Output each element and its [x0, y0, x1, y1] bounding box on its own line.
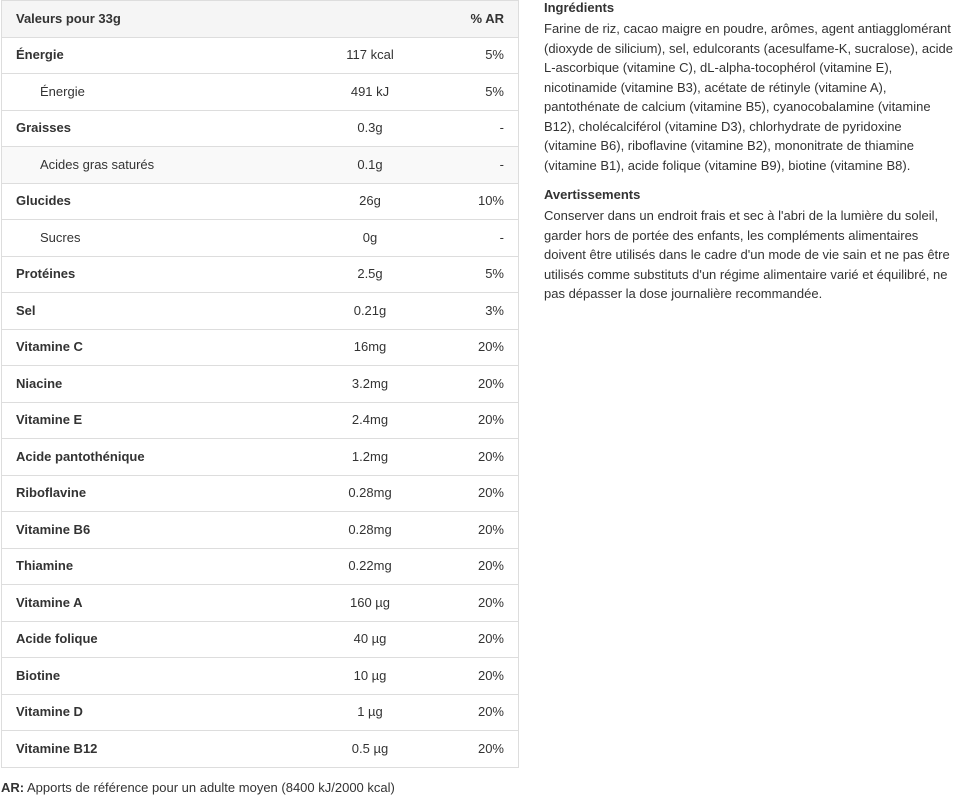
- table-row: [2, 512, 519, 549]
- nutrient-percent-ar: 20%: [454, 475, 519, 512]
- nutrient-percent-ar: 5%: [454, 256, 519, 293]
- nutrient-value: 0.1g: [286, 147, 454, 184]
- table-row: [2, 658, 519, 695]
- footnote-label: AR:: [1, 780, 25, 795]
- warnings-title: Avertissements: [544, 187, 641, 202]
- ingredients-title: Ingrédients: [544, 0, 615, 15]
- table-row: [2, 74, 519, 111]
- nutrient-name: Graisses: [2, 110, 287, 147]
- nutrient-value: 491 kJ: [286, 74, 454, 111]
- nutrient-value: 10 µg: [286, 658, 454, 695]
- nutrient-value: 3.2mg: [286, 366, 454, 403]
- table-row: [2, 402, 519, 439]
- product-info: [544, 0, 954, 304]
- nutrient-percent-ar: -: [454, 147, 519, 184]
- nutrient-name: Vitamine D: [2, 694, 287, 731]
- reference-intake-footnote: [1, 780, 395, 796]
- warnings-text: Conserver dans un endroit frais et sec à l'abri de la lumière du soleil, garder hors de portée des enfants, les compléments alimentaires doivent être utilisés dans le cadre d'un mode de vie sain et ne pas être utilisés comme substituts d'un régime alimentaire varié et équilibré, ne pas dépasser la dose journalière recommandée.: [544, 208, 950, 301]
- header-value: [286, 1, 454, 38]
- ingredients-text: Farine de riz, cacao maigre en poudre, arômes, agent antiagglomérant (dioxyde de silicium), sel, edulcorants (acesulfame-K, sucralose), acide L-ascorbique (vitamine C), dL-alpha-tocophérol (vitamine E), nicotinamide (vitamine B3), acétate de rétinyle (vitamine A), pantothénate de calcium (vitamine B5), cyanocobalamine (vitamine B12), cholécalciférol (vitamine D3), chlorhydrate de pyridoxine (vitamine B6), riboflavine (vitamine B2), mononitrate de thiamine (vitamine B1), acide folique (vitamine B9), biotine (vitamine B8).: [544, 21, 953, 173]
- nutrient-value: 0.28mg: [286, 475, 454, 512]
- table-row: [2, 110, 519, 147]
- table-row: [2, 220, 519, 257]
- nutrition-table: [1, 0, 519, 768]
- nutrient-percent-ar: 20%: [454, 439, 519, 476]
- nutrient-name: Sucres: [2, 220, 287, 257]
- table-row: [2, 475, 519, 512]
- ingredients-section: [544, 0, 954, 175]
- nutrient-name: Glucides: [2, 183, 287, 220]
- nutrient-value: 160 µg: [286, 585, 454, 622]
- nutrient-percent-ar: 20%: [454, 512, 519, 549]
- nutrition-table-body: [2, 37, 519, 767]
- nutrient-value: 1.2mg: [286, 439, 454, 476]
- nutrient-percent-ar: 5%: [454, 74, 519, 111]
- nutrient-name: Biotine: [2, 658, 287, 695]
- nutrient-name: Acides gras saturés: [2, 147, 287, 184]
- nutrient-name: Acide pantothénique: [2, 439, 287, 476]
- nutrient-value: 0.5 µg: [286, 731, 454, 768]
- nutrient-percent-ar: 3%: [454, 293, 519, 330]
- nutrient-name: Acide folique: [2, 621, 287, 658]
- table-row: [2, 731, 519, 768]
- table-row: [2, 585, 519, 622]
- nutrient-name: Énergie: [2, 37, 287, 74]
- nutrient-name: Niacine: [2, 366, 287, 403]
- table-row: [2, 329, 519, 366]
- nutrient-percent-ar: 5%: [454, 37, 519, 74]
- nutrient-value: 0.3g: [286, 110, 454, 147]
- nutrient-percent-ar: 20%: [454, 658, 519, 695]
- nutrient-percent-ar: 20%: [454, 329, 519, 366]
- table-row: [2, 439, 519, 476]
- nutrient-name: Vitamine E: [2, 402, 287, 439]
- table-row: [2, 548, 519, 585]
- nutrient-value: 117 kcal: [286, 37, 454, 74]
- nutrient-value: 1 µg: [286, 694, 454, 731]
- table-row: [2, 694, 519, 731]
- table-header-row: [2, 1, 519, 38]
- nutrient-name: Vitamine A: [2, 585, 287, 622]
- nutrient-percent-ar: 20%: [454, 621, 519, 658]
- nutrient-name: Vitamine C: [2, 329, 287, 366]
- nutrient-percent-ar: 20%: [454, 585, 519, 622]
- nutrient-percent-ar: 20%: [454, 402, 519, 439]
- header-serving: Valeurs pour 33g: [2, 1, 287, 38]
- nutrient-name: Riboflavine: [2, 475, 287, 512]
- table-row: [2, 147, 519, 184]
- nutrient-name: Sel: [2, 293, 287, 330]
- nutrient-value: 0.21g: [286, 293, 454, 330]
- header-percent-ar: % AR: [454, 1, 519, 38]
- nutrient-percent-ar: -: [454, 110, 519, 147]
- nutrient-name: Vitamine B6: [2, 512, 287, 549]
- table-row: [2, 183, 519, 220]
- nutrient-name: Protéines: [2, 256, 287, 293]
- footnote-text: Apports de référence pour un adulte moyen (8400 kJ/2000 kcal): [24, 780, 395, 795]
- nutrient-value: 16mg: [286, 329, 454, 366]
- nutrient-value: 2.4mg: [286, 402, 454, 439]
- nutrient-name: Énergie: [2, 74, 287, 111]
- nutrient-value: 0.28mg: [286, 512, 454, 549]
- nutrient-percent-ar: 20%: [454, 366, 519, 403]
- table-row: [2, 293, 519, 330]
- nutrient-value: 2.5g: [286, 256, 454, 293]
- nutrient-percent-ar: 20%: [454, 548, 519, 585]
- nutrient-value: 26g: [286, 183, 454, 220]
- table-row: [2, 621, 519, 658]
- nutrient-value: 0.22mg: [286, 548, 454, 585]
- table-row: [2, 37, 519, 74]
- nutrient-name: Vitamine B12: [2, 731, 287, 768]
- table-row: [2, 366, 519, 403]
- nutrient-percent-ar: 20%: [454, 731, 519, 768]
- warnings-section: [544, 187, 954, 304]
- nutrient-name: Thiamine: [2, 548, 287, 585]
- nutrient-value: 40 µg: [286, 621, 454, 658]
- table-row: [2, 256, 519, 293]
- nutrient-percent-ar: 20%: [454, 694, 519, 731]
- nutrient-value: 0g: [286, 220, 454, 257]
- nutrient-percent-ar: -: [454, 220, 519, 257]
- nutrient-percent-ar: 10%: [454, 183, 519, 220]
